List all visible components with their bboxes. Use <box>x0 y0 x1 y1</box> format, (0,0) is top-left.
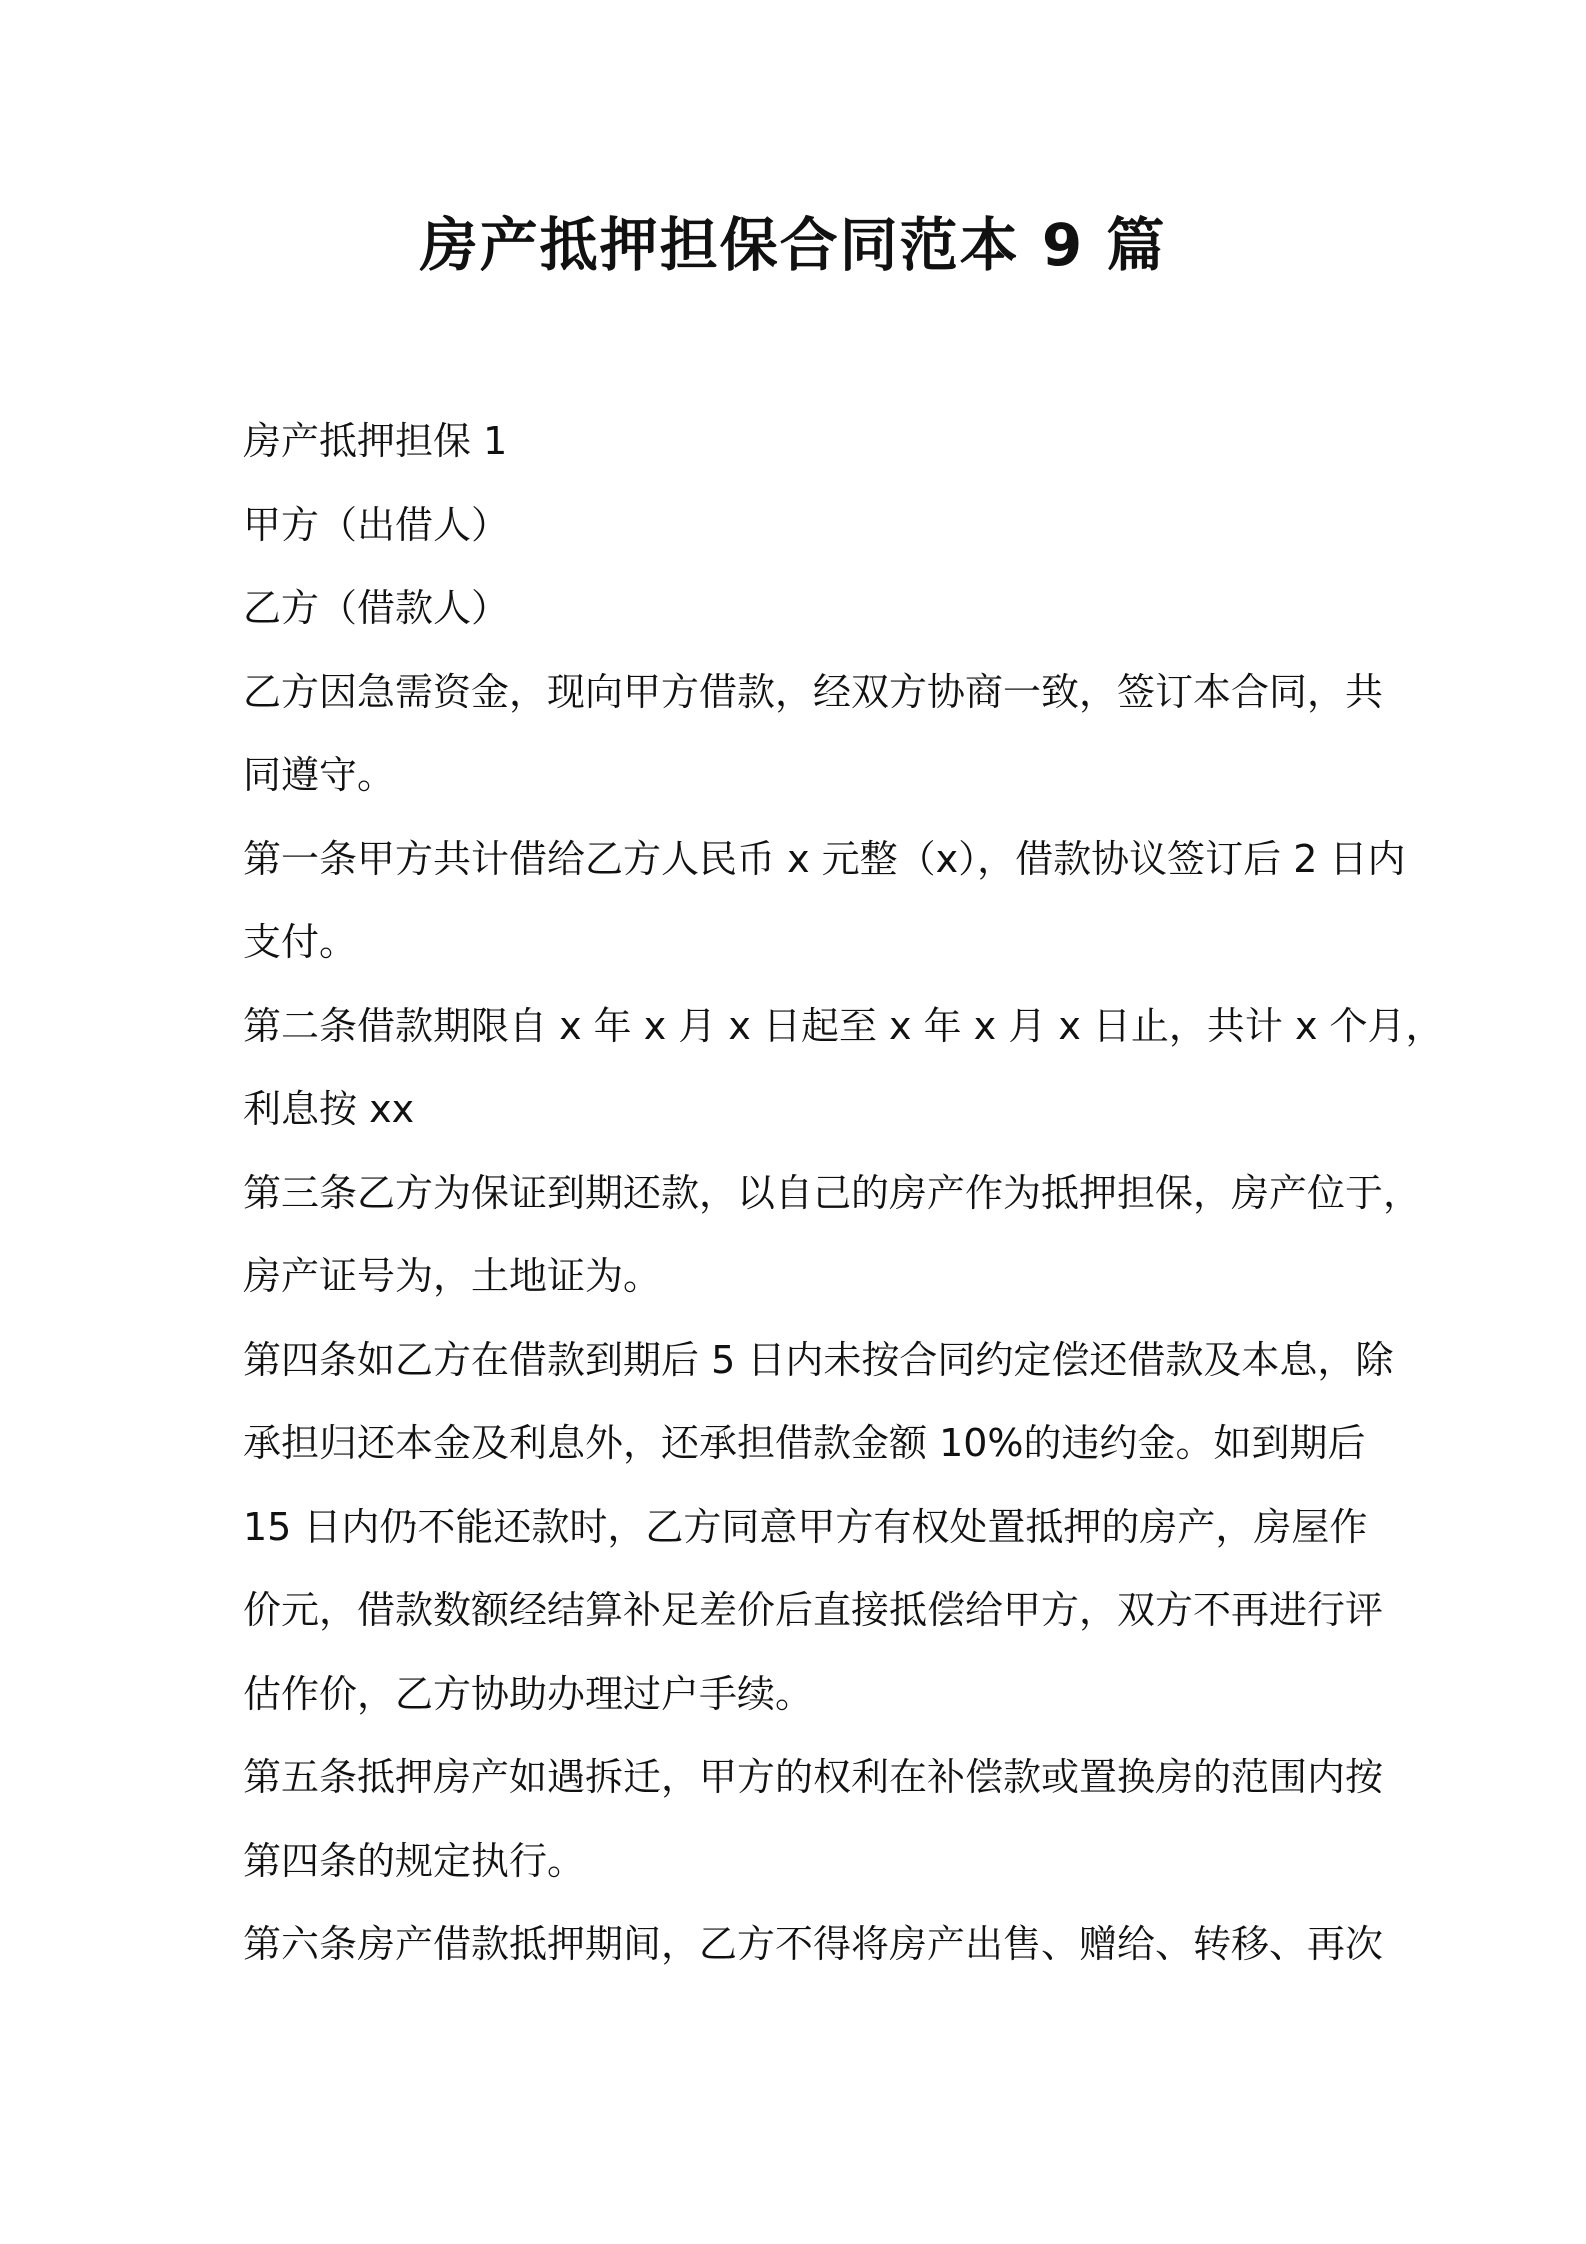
paragraph-line: 第四条的规定执行。 <box>243 1838 586 1883</box>
paragraph-line: 价元，借款数额经结算补足差价后直接抵偿给甲方，双方不再进行评 <box>243 1588 1384 1632</box>
party-a-line: 甲方（出借人） <box>243 502 510 547</box>
paragraph-line: 承担归还本金及利息外，还承担借款金额 10%的违约金。如到期后 <box>243 1421 1366 1465</box>
section-heading: 房产抵押担保 1 <box>243 419 508 463</box>
paragraph-line: 房产证号为，土地证为。 <box>243 1254 662 1298</box>
paragraph-line: 第三条乙方为保证到期还款，以自己的房产作为抵押担保，房产位于， <box>243 1170 1422 1215</box>
document-title: 房产抵押担保合同范本 9 篇 <box>419 211 1167 279</box>
paragraph-line: 第五条抵押房产如遇拆迁，甲方的权利在补偿款或置换房的范围内按 <box>243 1755 1384 1799</box>
paragraph-line: 第四条如乙方在借款到期后 5 日内未按合同约定偿还借款及本息，除 <box>243 1337 1394 1382</box>
paragraph-line: 15 日内仍不能还款时，乙方同意甲方有权处置抵押的房产，房屋作 <box>243 1504 1368 1549</box>
paragraph-line: 第一条甲方共计借给乙方人民币 x 元整（x），借款协议签订后 2 日内 <box>243 836 1406 881</box>
paragraph-line: 乙方因急需资金，现向甲方借款，经双方协商一致，签订本合同，共 <box>243 669 1384 714</box>
paragraph-line: 支付。 <box>243 920 358 964</box>
paragraph-line: 估作价，乙方协助办理过户手续。 <box>243 1671 814 1716</box>
paragraph-line: 第二条借款期限自 x 年 x 月 x 日起至 x 年 x 月 x 日止，共计 x 个月， <box>243 1003 1444 1048</box>
paragraph-line: 同遵守。 <box>243 753 396 797</box>
document-body <box>243 400 1444 1987</box>
paragraph-line: 第六条房产借款抵押期间，乙方不得将房产出售、赠给、转移、再次 <box>243 1922 1384 1966</box>
party-b-line: 乙方（借款人） <box>243 586 510 630</box>
paragraph-line: 利息按 xx <box>243 1087 415 1131</box>
